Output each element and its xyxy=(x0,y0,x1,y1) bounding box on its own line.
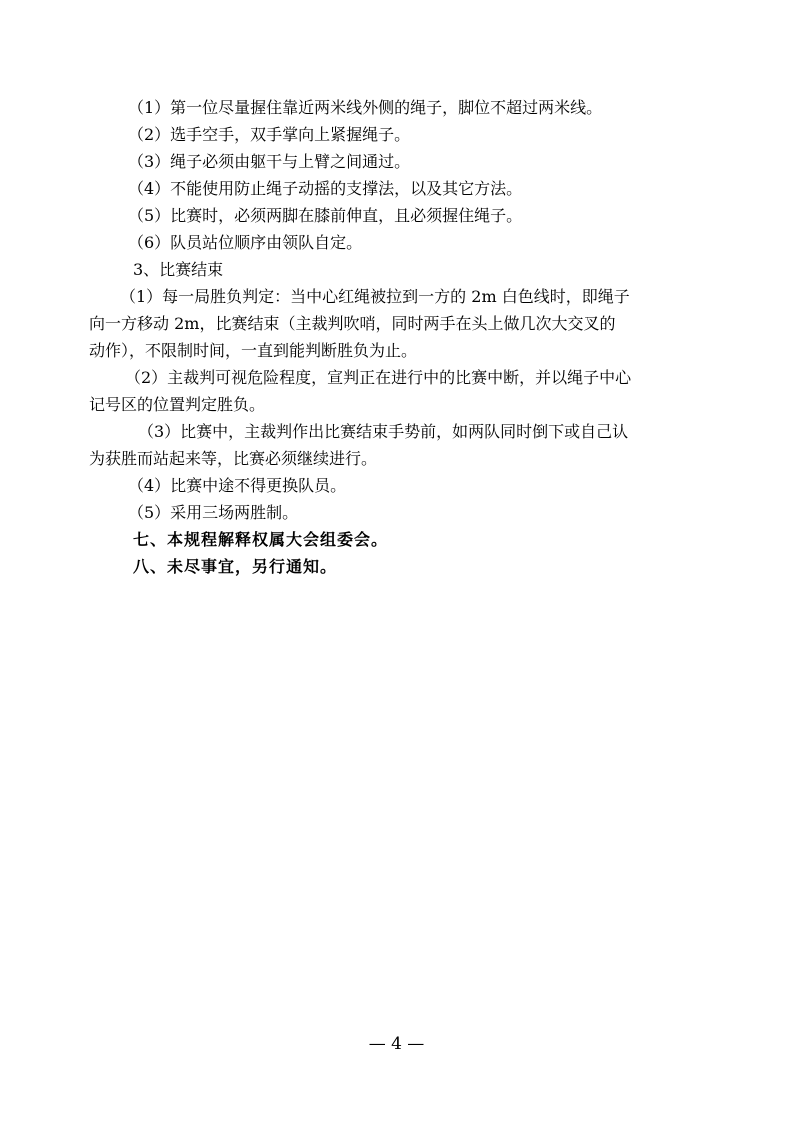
match-end-line-5: 记号区的位置判定胜负。 xyxy=(89,395,266,414)
match-end-line-7: 为获胜而站起来等，比赛必须继续进行。 xyxy=(89,449,378,468)
section-heading-match-end: 3、比赛结束 xyxy=(133,260,224,279)
article-eight-heading: 八、未尽事宜，另行通知。 xyxy=(133,557,338,576)
article-seven-heading: 七、本规程解释权属大会组委会。 xyxy=(133,530,389,549)
match-end-line-9: （5）采用三场两胜制。 xyxy=(128,503,299,522)
match-end-line-1: （1）每一局胜负判定：当中心红绳被拉到一方的 2m 白色线时，即绳子 xyxy=(120,287,630,306)
match-end-line-2: 向一方移动 2m，比赛结束（主裁判吹哨，同时两手在头上做几次大交叉的 xyxy=(89,314,616,333)
match-end-line-8: （4）比赛中途不得更换队员。 xyxy=(128,476,347,495)
rule-line-4: （4）不能使用防止绳子动摇的支撑法，以及其它方法。 xyxy=(128,179,523,198)
match-end-line-6: （3）比赛中，主裁判作出比赛结束手势前，如两队同时倒下或自己认 xyxy=(138,422,629,441)
match-end-line-3: 动作），不限制时间，一直到能判断胜负为止。 xyxy=(89,341,418,360)
rule-line-1: （1）第一位尽量握住靠近两米线外侧的绳子，脚位不超过两米线。 xyxy=(128,98,603,117)
rule-line-5: （5）比赛时，必须两脚在膝前伸直，且必须握住绳子。 xyxy=(128,206,523,225)
page-number: — 4 — xyxy=(368,1034,425,1054)
rule-line-3: （3）绳子必须由躯干与上臂之间通过。 xyxy=(128,152,411,171)
match-end-line-4: （2）主裁判可视危险程度，宣判正在进行中的比赛中断，并以绳子中心 xyxy=(125,368,632,387)
rule-line-6: （6）队员站位顺序由领队自定。 xyxy=(128,233,363,252)
rule-line-2: （2）选手空手，双手掌向上紧握绳子。 xyxy=(128,125,411,144)
